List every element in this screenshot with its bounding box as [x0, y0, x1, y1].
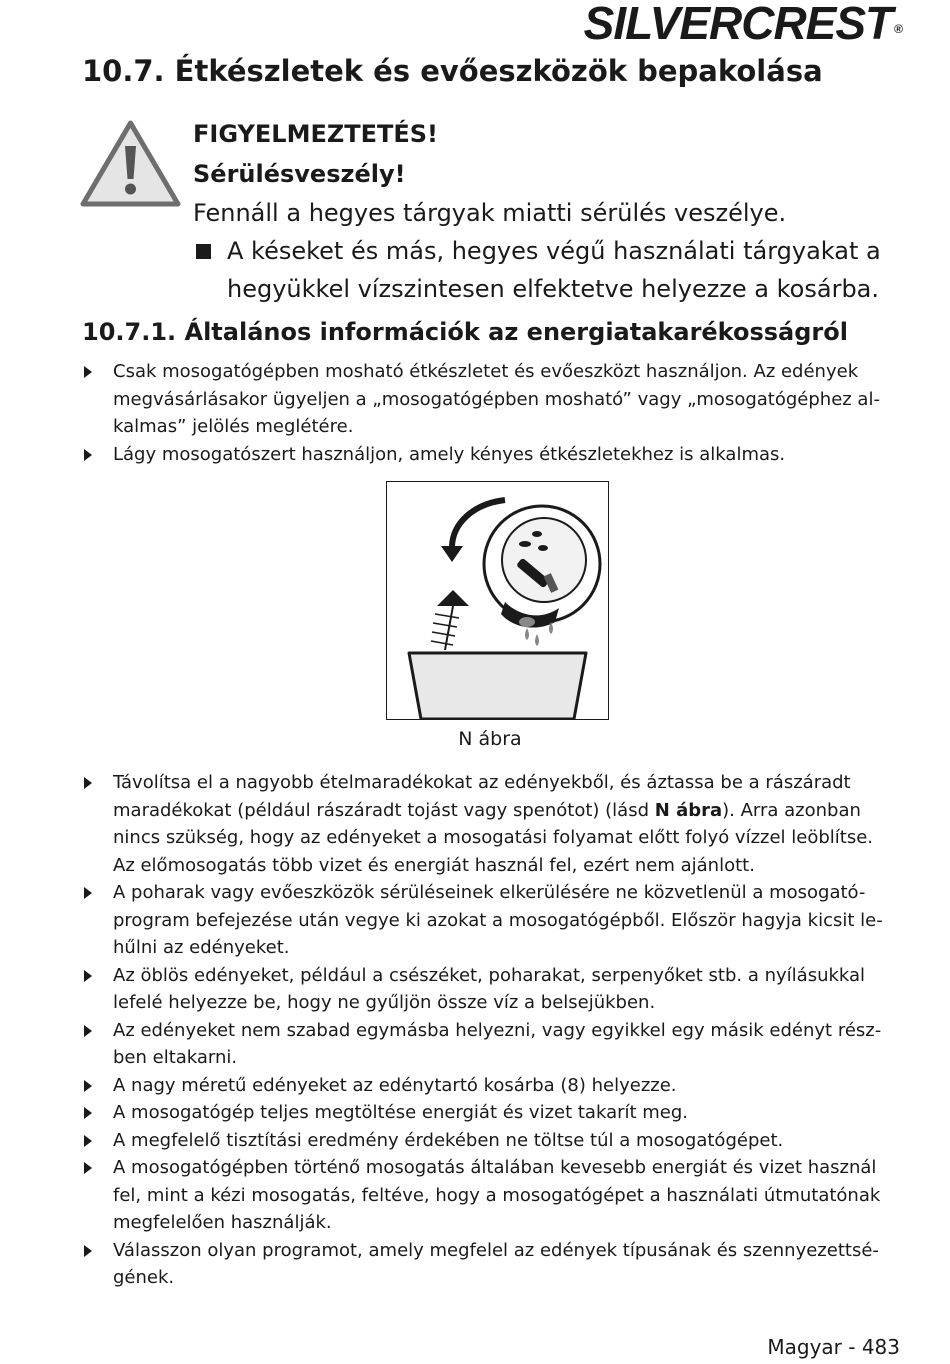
triangle-bullet-icon — [84, 1135, 92, 1147]
triangle-bullet-icon — [84, 1107, 92, 1119]
brand-logo-text: SILVERCREST — [583, 0, 893, 49]
bullet-list-top — [82, 358, 902, 468]
triangle-bullet-icon — [84, 1162, 92, 1174]
bullet-list-bottom — [82, 769, 902, 1292]
brand-logo — [583, 0, 902, 49]
list-item — [82, 1072, 902, 1100]
list-item-text: ). Arra azonban — [722, 799, 861, 821]
warning-subtitle: Sérülésveszély! — [193, 160, 406, 188]
list-item-line: Az előmosogatás több vizet és energiát használ fel, ezért nem ajánlott. — [113, 854, 755, 876]
page-footer: Magyar - 483 — [767, 1335, 900, 1359]
figure-reference: N ábra — [654, 799, 723, 821]
list-item-line: kalmas” jelölés meglétére. — [113, 416, 354, 437]
warning-item-line: A késeket és más, hegyes végű használati tárgyakat a — [227, 237, 881, 265]
section-title: 10.7. Étkészletek és evőeszközök bepakolása — [82, 54, 823, 88]
list-item — [82, 1154, 902, 1237]
figure-n-illustration — [386, 481, 609, 720]
warning-block — [193, 114, 913, 308]
list-item — [82, 441, 902, 469]
square-bullet-icon — [196, 244, 211, 259]
list-item-line: Csak mosogatógépben mosható étkészletet és evőeszközt használjon. Az edények — [113, 361, 859, 382]
registered-mark: ® — [894, 22, 902, 36]
list-item-line: program befejezése után vegye ki azokat a mosogatógépből. Először hagyja kicsit le- — [113, 909, 883, 931]
list-item — [82, 1127, 902, 1155]
list-item-line: megfelelően használják. — [113, 1212, 332, 1233]
list-item-line: Az öblös edényeket, például a csészéket, poharakat, serpenyőket stb. a nyílásukkal — [113, 964, 866, 986]
list-item-text: maradékokat (például rászáradt tojást vagy spenótot) (lásd — [113, 799, 655, 821]
triangle-bullet-icon — [84, 449, 92, 461]
list-item-line: A nagy méretű edényeket az edénytartó kosárba (8) helyezze. — [113, 1074, 677, 1096]
triangle-bullet-icon — [84, 1245, 92, 1257]
list-item-line — [113, 797, 902, 825]
list-item-line: hűlni az edényeket. — [113, 937, 290, 958]
list-item — [82, 769, 902, 879]
triangle-bullet-icon — [84, 366, 92, 378]
list-item-line: Távolítsa el a nagyobb ételmaradékokat az edényekből, és áztassa be a rászáradt — [113, 772, 851, 793]
list-item-line: A megfelelő tisztítási eredmény érdekében ne töltse túl a mosogatógépet. — [113, 1129, 784, 1151]
warning-text: Fennáll a hegyes tárgyak miatti sérülés veszélye. — [193, 199, 787, 227]
list-item-line: lefelé helyezze be, hogy ne gyűljön össze víz a belsejükben. — [113, 992, 656, 1013]
list-item-line: nincs szükség, hogy az edényeket a mosogatási folyamat előtt folyó vízzel leöblítse. — [113, 827, 874, 848]
list-item-line: Válasszon olyan programot, amely megfelel az edények típusának és szennyezettsé- — [113, 1239, 879, 1261]
triangle-bullet-icon — [84, 1025, 92, 1037]
list-item-line: A mosogatógépben történő mosogatás általában kevesebb energiát és vizet használ — [113, 1157, 877, 1178]
list-item — [82, 879, 902, 962]
warning-triangle-icon — [80, 120, 181, 208]
figure-caption: N ábra — [458, 728, 522, 750]
triangle-bullet-icon — [84, 887, 92, 899]
list-item-line: A poharak vagy evőeszközök sérüléseinek elkerülésére ne közvetlenül a mosogató- — [113, 882, 866, 903]
list-item — [82, 1237, 902, 1292]
list-item-line: ben eltakarni. — [113, 1047, 238, 1068]
triangle-bullet-icon — [84, 1080, 92, 1092]
list-item-line: megvásárlásakor ügyeljen a „mosogatógépben mosható” vagy „mosogatógéphez al- — [113, 388, 880, 410]
warning-item-line: hegyükkel vízszintesen elfektetve helyezze a kosárba. — [227, 275, 880, 303]
warning-item — [193, 232, 913, 308]
warning-title: FIGYELMEZTETÉS! — [193, 120, 439, 148]
list-item — [82, 358, 902, 441]
list-item-line: Lágy mosogatószert használjon, amely kényes étkészletekhez is alkalmas. — [113, 443, 786, 465]
scraping-plate-illustration — [387, 482, 608, 719]
list-item-line: A mosogatógép teljes megtöltése energiát és vizet takarít meg. — [113, 1102, 689, 1123]
triangle-bullet-icon — [84, 970, 92, 982]
list-item — [82, 1099, 902, 1127]
list-item-line: gének. — [113, 1267, 175, 1288]
list-item — [82, 962, 902, 1017]
subsection-title: 10.7.1. Általános információk az energiatakarékosságról — [82, 318, 848, 346]
list-item-line: fel, mint a kézi mosogatás, feltéve, hogy a mosogatógépet a használati útmutatónak — [113, 1184, 881, 1206]
list-item-line: Az edényeket nem szabad egymásba helyezni, vagy egyikkel egy másik edényt rész- — [113, 1019, 882, 1041]
list-item — [82, 1017, 902, 1072]
triangle-bullet-icon — [84, 777, 92, 789]
